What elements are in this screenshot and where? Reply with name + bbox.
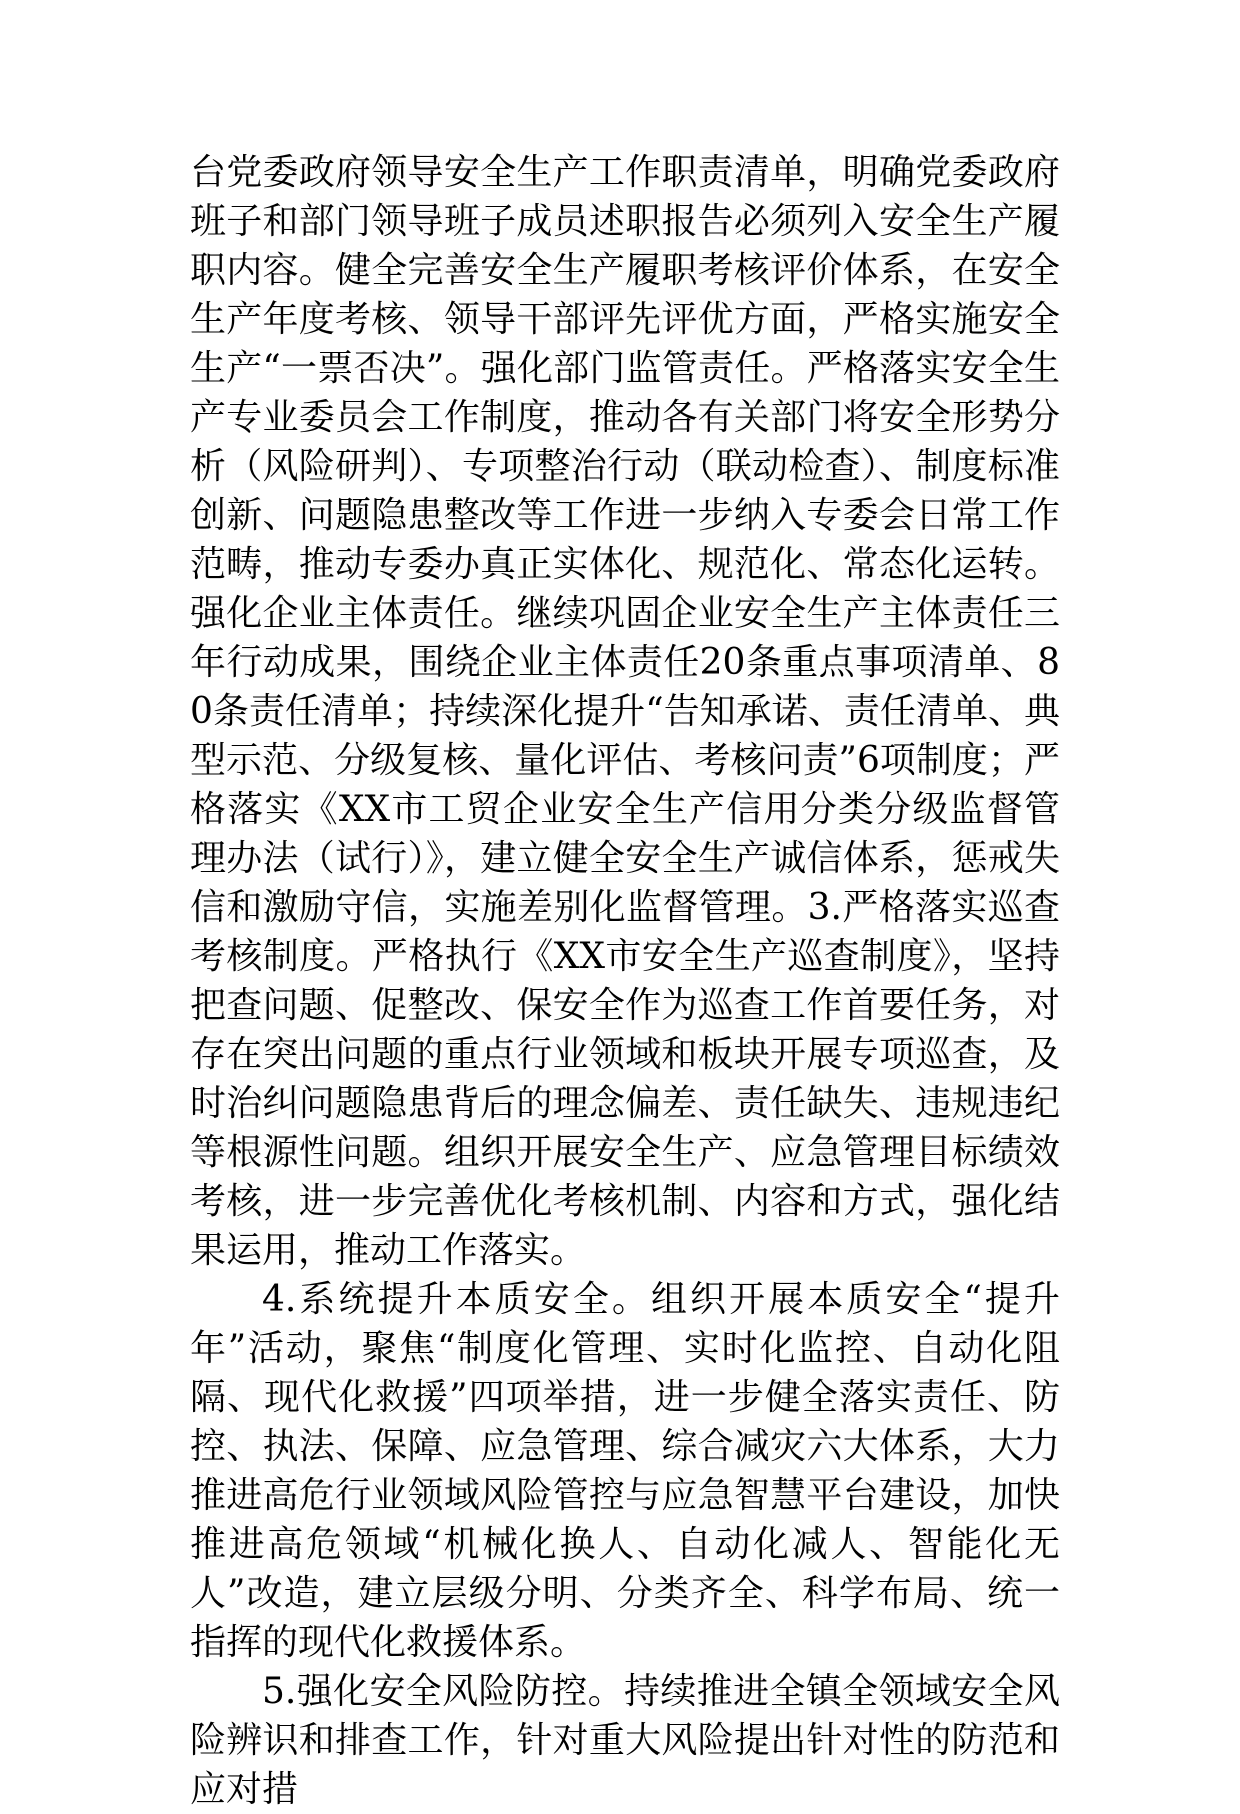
document-body	[190, 148, 1060, 1814]
paragraph-section-5: 5.强化安全风险防控。持续推进全镇全领域安全风险辨识和排查工作，针对重大风险提出针对性的防范和应对措	[190, 1671, 1060, 1810]
paragraph-section-4: 4.系统提升本质安全。组织开展本质安全“提升年”活动，聚焦“制度化管理、实时化监控、自动化阻隔、现代化救援”四项举措，进一步健全落实责任、防控、执法、保障、应急管理、综合减灾六大体系，大力推进高危行业领域风险管控与应急智慧平台建设，加快推进高危领域“机械化换人、自动化减人、智能化无人”改造，建立层级分明、分类齐全、科学布局、统一指挥的现代化救援体系。	[190, 1279, 1060, 1663]
paragraph-continued: 台党委政府领导安全生产工作职责清单，明确党委政府班子和部门领导班子成员述职报告必须列入安全生产履职内容。健全完善安全生产履职考核评价体系，在安全生产年度考核、领导干部评先评优方面，严格实施安全生产“一票否决”。强化部门监管责任。严格落实安全生产专业委员会工作制度，推动各有关部门将安全形势分析（风险研判）、专项整治行动（联动检查）、制度标准创新、问题隐患整改等工作进一步纳入专委会日常工作范畴，推动专委办真正实体化、规范化、常态化运转。强化企业主体责任。继续巩固企业安全生产主体责任三年行动成果，围绕企业主体责任20条重点事项清单、80条责任清单；持续深化提升“告知承诺、责任清单、典型示范、分级复核、量化评估、考核问责”6项制度；严格落实《XX市工贸企业安全生产信用分类分级监督管理办法（试行）》，建立健全安全生产诚信体系，惩戒失信和激励守信，实施差别化监督管理。3.严格落实巡查考核制度。严格执行《XX市安全生产巡查制度》，坚持把查问题、促整改、保安全作为巡查工作首要任务，对存在突出问题的重点行业领域和板块开展专项巡查，及时治纠问题隐患背后的理念偏差、责任缺失、违规违纪等根源性问题。组织开展安全生产、应急管理目标绩效考核，进一步完善优化考核机制、内容和方式，强化结果运用，推动工作落实。	[190, 152, 1060, 1271]
